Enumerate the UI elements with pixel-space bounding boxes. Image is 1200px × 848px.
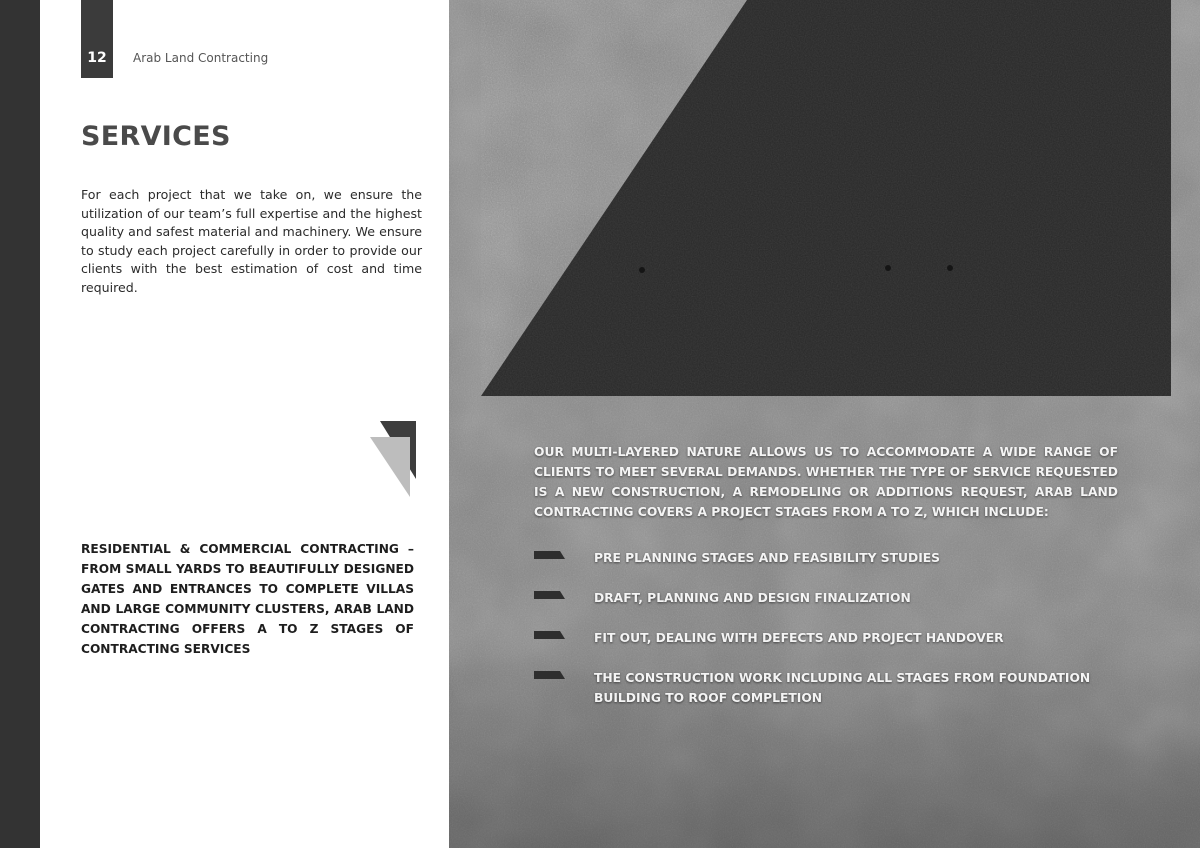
services-intro-paragraph: For each project that we take on, we ensure the utilization of our team’s full expertise and the highest quality and safest material and machinery. We ensure to study each project carefully in order to provide our clients with the best estimation of cost and time required.: [81, 187, 422, 295]
page-number-tab: [81, 0, 113, 78]
left-margin-strip: [0, 0, 40, 848]
concrete-texture-background: [449, 0, 1200, 848]
project-stages-list: [534, 548, 1124, 708]
bullet-marker-icon: [534, 671, 565, 679]
decorative-chevron-icon: [370, 421, 416, 497]
list-item: [534, 668, 1124, 708]
stage-label: FIT OUT, DEALING WITH DEFECTS AND PROJECT HANDOVER: [594, 631, 1004, 645]
project-stages-intro: OUR MULTI-LAYERED NATURE ALLOWS US TO ACCOMMODATE A WIDE RANGE OF CLIENTS TO MEET SEVERAL DEMANDS. WHETHER THE TYPE OF SERVICE REQUESTED IS A NEW CONSTRUCTION, A REMODELING OR ADDITIONS REQUEST, ARAB LAND CONTRACTING COVERS A PROJECT STAGES FROM A TO Z, WHICH INCLUDE:: [534, 445, 1118, 519]
list-item: [534, 588, 1124, 628]
stage-label: DRAFT, PLANNING AND DESIGN FINALIZATION: [594, 591, 911, 605]
stage-label: THE CONSTRUCTION WORK INCLUDING ALL STAGES FROM FOUNDATION BUILDING TO ROOF COMPLETION: [594, 671, 1091, 705]
bullet-marker-icon: [534, 631, 565, 639]
stage-label: PRE PLANNING STAGES AND FEASIBILITY STUDIES: [594, 551, 941, 565]
page-number: 12: [87, 50, 107, 66]
company-name-header: Arab Land Contracting: [133, 51, 269, 65]
residential-commercial-paragraph: RESIDENTIAL & COMMERCIAL CONTRACTING – FROM SMALL YARDS TO BEAUTIFULLY DESIGNED GATES AND ENTRANCES TO COMPLETE VILLAS AND LARGE COMMUNITY CLUSTERS, ARAB LAND CONTRACTING OFFERS A TO Z STAGES OF CONTRACTING SERVICES: [81, 542, 414, 656]
section-title: SERVICES: [81, 121, 231, 152]
list-item: [534, 548, 1124, 588]
bullet-marker-icon: [534, 591, 565, 599]
list-item: [534, 628, 1124, 668]
bullet-marker-icon: [534, 551, 565, 559]
concrete-photo-panel: [449, 0, 1200, 848]
